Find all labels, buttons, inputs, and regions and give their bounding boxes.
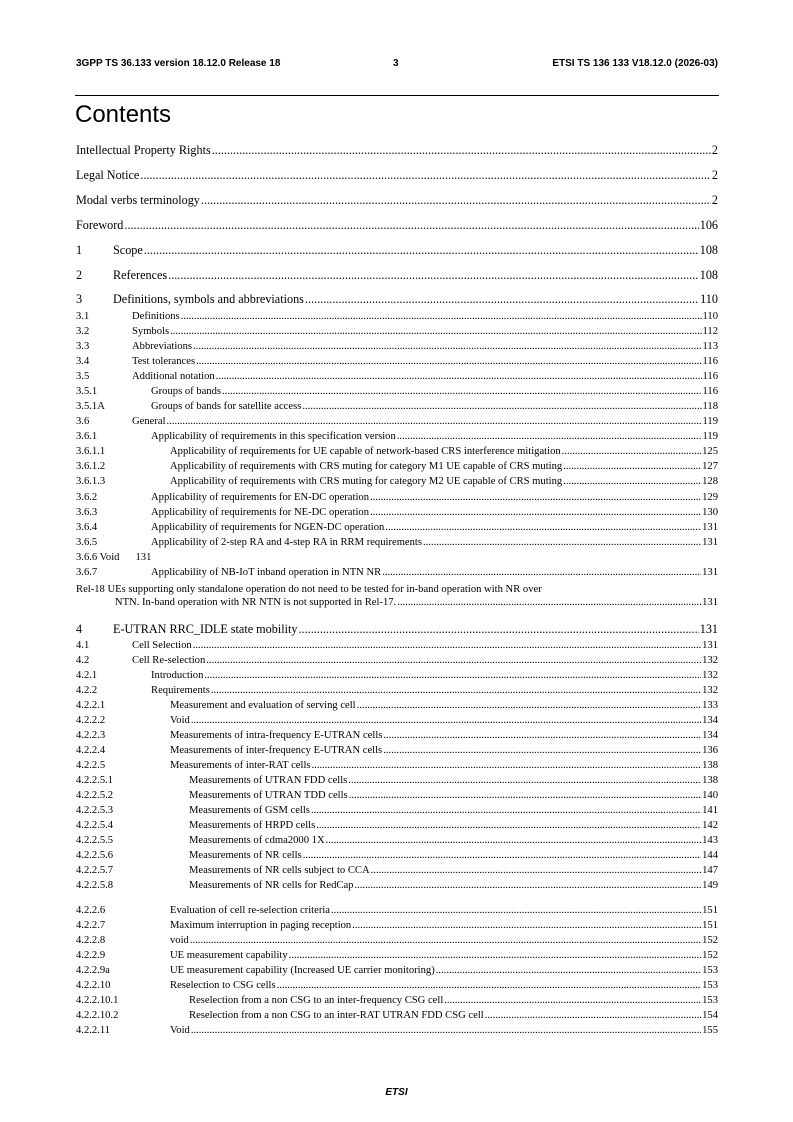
- toc-entry-page: 151: [702, 905, 718, 916]
- toc-entry-4-2-2-8[interactable]: [76, 934, 718, 947]
- toc-entry-title: void: [170, 935, 189, 946]
- toc-entry-page: 132: [702, 655, 718, 666]
- toc-entry-title: Introduction: [151, 670, 204, 681]
- toc-leader-dots: [206, 654, 701, 667]
- toc-entry-number: 4.2.2.11: [76, 1025, 111, 1036]
- toc-leader-dots: [348, 774, 701, 787]
- toc-entry-number: 4.2.2.5.3: [76, 805, 114, 816]
- toc-entry-3-6[interactable]: [76, 415, 718, 428]
- toc-entry-number: 4.2.2.5.5: [76, 835, 114, 846]
- toc-entry-4-1[interactable]: [76, 639, 718, 652]
- toc-leader-dots: [303, 849, 701, 862]
- toc-leader-dots: [563, 460, 701, 473]
- footer-etsi: ETSI: [385, 1087, 408, 1098]
- toc-leader-dots: [311, 804, 701, 817]
- toc-entry-4-2-2-5-7[interactable]: [76, 864, 718, 877]
- toc-entry-page: 149: [702, 880, 718, 891]
- toc-leader-dots: [305, 291, 699, 307]
- toc-leader-dots: [354, 879, 701, 892]
- toc-entry-title: UE measurement capability (Increased UE carrier monitoring): [170, 965, 435, 976]
- toc-leader-dots: [124, 217, 698, 233]
- toc-entry-3-6-1-3[interactable]: [76, 475, 718, 488]
- toc-entry-page: 2: [711, 168, 718, 182]
- toc-entry-title: General: [132, 416, 166, 427]
- toc-entry-number: 3.6: [76, 416, 90, 427]
- toc-entry-page: 138: [702, 760, 718, 771]
- toc-leader-dots: [485, 1009, 701, 1022]
- toc-entry-4-2-2-1[interactable]: [76, 699, 718, 712]
- toc-leader-dots: [370, 506, 701, 519]
- toc-entry-page: 153: [702, 980, 718, 991]
- toc-leader-dots: [216, 370, 702, 383]
- toc-entry-page: 108: [699, 268, 718, 282]
- toc-leader-dots: [204, 669, 701, 682]
- toc-entry-3[interactable]: [76, 291, 718, 307]
- toc-entry-4-2-2-5-3[interactable]: [76, 804, 718, 817]
- toc-entry-number: 3.6.2: [76, 492, 98, 503]
- toc-entry-title: Requirements: [151, 685, 210, 696]
- toc-entry-number: 4.2.2.9: [76, 950, 106, 961]
- toc-entry-title: Measurements of cdma2000 1X: [189, 835, 325, 846]
- toc-entry-title: Measurements of HRPD cells: [189, 820, 316, 831]
- toc-leader-dots: [168, 267, 699, 283]
- toc-entry-3-6-1-2[interactable]: [76, 460, 718, 473]
- toc-entry-rel18-note[interactable]: [76, 583, 718, 609]
- toc-leader-dots: [191, 714, 701, 727]
- toc-entry-3-5[interactable]: [76, 370, 718, 383]
- toc-entry-number: 4.2.2.2: [76, 715, 106, 726]
- toc-entry-page: 116: [702, 356, 718, 367]
- toc-entry-title: Intellectual Property Rights: [76, 143, 211, 157]
- toc-entry-number: 4.2.2.4: [76, 745, 106, 756]
- toc-entry-number: 4.2.2.8: [76, 935, 106, 946]
- toc-entry-page: 154: [702, 1010, 718, 1021]
- toc-leader-dots: [352, 919, 701, 932]
- toc-leader-dots: [423, 536, 701, 549]
- toc-entry-number: 4.2.2.9a: [76, 965, 110, 976]
- toc-entry-number: 3.2: [76, 326, 90, 337]
- toc-entry-title: Abbreviations: [132, 341, 193, 352]
- toc-entry-page: 134: [702, 715, 718, 726]
- toc-entry-number: 3.6.7: [76, 567, 98, 578]
- toc-entry-4-2-2-6[interactable]: [76, 904, 718, 917]
- toc-entry-3-3[interactable]: [76, 340, 718, 353]
- toc-leader-dots: [326, 834, 701, 847]
- toc-leader-dots: [436, 964, 701, 977]
- toc-entry-number: 4.2.2.5.6: [76, 850, 114, 861]
- toc-entry-number: 4.2.1: [76, 670, 98, 681]
- toc-leader-dots: [193, 639, 701, 652]
- toc-entry-page: 131: [702, 567, 718, 578]
- toc-entry-title: Measurements of NR cells subject to CCA: [189, 865, 370, 876]
- toc-entry-page: 2: [711, 193, 718, 207]
- toc-entry-number: 3.4: [76, 356, 90, 367]
- toc-entry-page: 116: [702, 386, 718, 397]
- toc-leader-dots: [397, 596, 701, 609]
- toc-entry-3-6-3[interactable]: [76, 506, 718, 519]
- toc-entry-page: 131: [699, 622, 718, 636]
- toc-entry-title: Measurements of inter-frequency E-UTRAN cells: [170, 745, 383, 756]
- toc-entry-page: 136: [702, 745, 718, 756]
- toc-entry-page: 140: [702, 790, 718, 801]
- toc-entry-title: Applicability of requirements in this specification version: [151, 431, 396, 442]
- toc-entry-title: Groups of bands: [151, 386, 222, 397]
- toc-entry-number: 4.2.2.1: [76, 700, 106, 711]
- toc-entry-3-6-7[interactable]: [76, 566, 718, 579]
- toc-leader-dots: [382, 566, 701, 579]
- toc-entry-3-6-5[interactable]: [76, 536, 718, 549]
- toc-entry-legal-notice[interactable]: [76, 167, 718, 183]
- toc-leader-dots: [371, 864, 701, 877]
- toc-entry-number: 3.6.1.3: [76, 476, 106, 487]
- toc-entry-4-2-2-5-2[interactable]: [76, 789, 718, 802]
- toc-entry-title: Reselection from a non CSG to an inter-RAT UTRAN FDD CSG cell: [189, 1010, 484, 1021]
- toc-entry-2[interactable]: [76, 267, 718, 283]
- toc-leader-dots: [212, 142, 711, 158]
- toc-leader-dots: [397, 430, 702, 443]
- toc-entry-number: 4.2.2.5: [76, 760, 106, 771]
- toc-entry-4-2-2-5-1[interactable]: [76, 774, 718, 787]
- toc-entry-page: 142: [702, 820, 718, 831]
- toc-entry-title: Cell Re-selection: [132, 655, 206, 666]
- toc-leader-dots: [316, 819, 701, 832]
- toc-entry-3-5-1a[interactable]: [76, 400, 718, 413]
- toc-entry-number: 4.2.2.6: [76, 905, 106, 916]
- toc-entry-number: 3.5.1: [76, 386, 98, 397]
- toc-entry-title: Symbols: [132, 326, 170, 337]
- toc-entry-number: 3.5: [76, 371, 90, 382]
- toc-entry-page: 119: [702, 431, 718, 442]
- toc-entry-3-5-1[interactable]: [76, 385, 718, 398]
- toc-leader-dots: [211, 684, 701, 697]
- toc-entry-number: 4.2.2.10.2: [76, 1010, 119, 1021]
- toc-entry-title: Reselection from a non CSG to an inter-frequency CSG cell: [189, 995, 444, 1006]
- toc-entry-number: 4.2.2.5.8: [76, 880, 114, 891]
- toc-entry-number: 4: [76, 622, 83, 636]
- toc-entry-title: Test tolerances: [132, 356, 196, 367]
- toc-entry-number: 4.2.2.7: [76, 920, 106, 931]
- toc-entry-4-2-2-10-2[interactable]: [76, 1009, 718, 1022]
- toc-entry-number: 3.5.1A: [76, 401, 105, 412]
- toc-leader-dots: [193, 340, 701, 353]
- toc-entry-number: 2: [76, 268, 83, 282]
- toc-entry-title: Additional notation: [132, 371, 215, 382]
- toc-entry-title: Groups of bands for satellite access: [151, 401, 302, 412]
- toc-leader-dots: [385, 521, 701, 534]
- toc-entry-4-2-2-5-8[interactable]: [76, 879, 718, 892]
- toc-entry-title: Applicability of requirements for NGEN-DC operation: [151, 522, 385, 533]
- toc-entry-number: 4.2.2.5.2: [76, 790, 114, 801]
- toc-entry-page: 118: [702, 401, 718, 412]
- toc-leader-dots: [312, 759, 702, 772]
- toc-entry-page: 131: [702, 537, 718, 548]
- toc-entry-text-continued: NTN. In-band operation with NR NTN is not supported in Rel-17.: [114, 597, 397, 608]
- toc-entry-number: 3.6.1.2: [76, 461, 106, 472]
- toc-entry-4-2-2-3[interactable]: [76, 729, 718, 742]
- toc-entry-4-2-2-5-5[interactable]: [76, 834, 718, 847]
- toc-entry-number: 3.1: [76, 311, 90, 322]
- toc-entry-3-6-6-void[interactable]: [76, 551, 718, 564]
- toc-entry-title: Applicability of requirements for UE capable of network-based CRS interference mitigation: [170, 446, 561, 457]
- toc-entry-page: 152: [702, 950, 718, 961]
- toc-leader-dots: [444, 994, 701, 1007]
- toc-entry-title: UE measurement capability: [170, 950, 288, 961]
- toc-entry-page: 129: [702, 492, 718, 503]
- toc-entry-number: 4.2.2.3: [76, 730, 106, 741]
- toc-entry-page: 127: [702, 461, 718, 472]
- toc-leader-dots: [167, 415, 702, 428]
- toc-entry-page: 116: [702, 371, 718, 382]
- toc-entry-title: Cell Selection: [132, 640, 192, 651]
- toc-leader-dots: [370, 491, 701, 504]
- toc-leader-dots: [563, 475, 701, 488]
- toc-entry-title: Scope: [113, 243, 143, 257]
- toc-entry-4-2-1[interactable]: [76, 669, 718, 682]
- toc-entry-3-6-2[interactable]: [76, 491, 718, 504]
- toc-entry-page: 133: [702, 700, 718, 711]
- toc-entry-page: 131: [702, 640, 718, 651]
- toc-leader-dots: [562, 445, 701, 458]
- toc-leader-dots: [302, 400, 701, 413]
- toc-entry-title: Definitions: [132, 311, 180, 322]
- toc-entry-number: 3.6.3: [76, 507, 98, 518]
- toc-leader-dots: [331, 904, 701, 917]
- toc-leader-dots: [196, 355, 701, 368]
- toc-entry-title: Reselection to CSG cells: [170, 980, 276, 991]
- toc-entry-page: 143: [702, 835, 718, 846]
- toc-entry-number: 3.6.1: [76, 431, 98, 442]
- toc-entry-number: 4.2: [76, 655, 90, 666]
- toc-entry-title: Measurements of NR cells for RedCap: [189, 880, 354, 891]
- toc-entry-title: Void: [170, 715, 190, 726]
- toc-entry-4-2-2-9a[interactable]: [76, 964, 718, 977]
- toc-entry-title: Applicability of requirements with CRS muting for category M2 UE capable of CRS muting: [170, 476, 563, 487]
- toc-entry-page: 144: [702, 850, 718, 861]
- toc-entry-4-2[interactable]: [76, 654, 718, 667]
- toc-entry-title: Applicability of 2-step RA and 4-step RA in RRM requirements: [151, 537, 422, 548]
- toc-entry-page: 108: [699, 243, 718, 257]
- toc-entry-page: 153: [702, 965, 718, 976]
- toc-entry-title: 131: [135, 552, 152, 563]
- toc-entry-page: 134: [702, 730, 718, 741]
- toc-entry-page: 151: [702, 920, 718, 931]
- toc-entry-title: E-UTRAN RRC_IDLE state mobility: [113, 622, 298, 636]
- toc-entry-page: 128: [702, 476, 718, 487]
- toc-leader-dots: [144, 242, 699, 258]
- toc-entry-title: Maximum interruption in paging reception: [170, 920, 352, 931]
- toc-entry-4-2-2-4[interactable]: [76, 744, 718, 757]
- toc-entry-number: 4.2.2.5.1: [76, 775, 114, 786]
- toc-entry-title: Measurements of UTRAN TDD cells: [189, 790, 348, 801]
- toc-leader-dots: [277, 979, 701, 992]
- toc-entry-title: Measurements of UTRAN FDD cells: [189, 775, 348, 786]
- toc-entry-3-6-1-1[interactable]: [76, 445, 718, 458]
- header-spec-version: 3GPP TS 36.133 version 18.12.0 Release 18: [76, 58, 281, 69]
- toc-entry-number: 3.6.5: [76, 537, 98, 548]
- header-page-number: 3: [393, 58, 399, 69]
- toc-entry-number: 4.2.2: [76, 685, 98, 696]
- toc-entry-title: Applicability of requirements for NE-DC operation: [151, 507, 369, 518]
- toc-entry-page: 110: [702, 311, 718, 322]
- toc-entry-number: 4.2.2.5.7: [76, 865, 114, 876]
- toc-entry-3-2[interactable]: [76, 325, 718, 338]
- toc-entry-title: Void: [170, 1025, 190, 1036]
- toc-entry-1[interactable]: [76, 242, 718, 258]
- toc-entry-number: 4.2.2.10: [76, 980, 111, 991]
- toc-entry-title: Applicability of requirements with CRS muting for category M1 UE capable of CRS muting: [170, 461, 563, 472]
- toc-entry-page: 138: [702, 775, 718, 786]
- toc-entry-page: 131: [702, 597, 718, 608]
- toc-entry-3-4[interactable]: [76, 355, 718, 368]
- toc-entry-4-2-2-7[interactable]: [76, 919, 718, 932]
- toc-entry-number: 3.6.4: [76, 522, 98, 533]
- toc-entry-title: Foreword: [76, 218, 124, 232]
- toc-leader-dots: [201, 192, 711, 208]
- toc-entry-number: 3: [76, 292, 83, 306]
- toc-entry-page: 155: [702, 1025, 718, 1036]
- toc-entry-page: 130: [702, 507, 718, 518]
- toc-entry-page: 112: [702, 326, 718, 337]
- toc-leader-dots: [289, 949, 701, 962]
- toc-entry-title: Measurements of inter-RAT cells: [170, 760, 311, 771]
- toc-entry-4[interactable]: [76, 621, 718, 637]
- toc-entry-page: 110: [700, 292, 718, 306]
- toc-leader-dots: [299, 621, 699, 637]
- toc-entry-page: 153: [702, 995, 718, 1006]
- toc-entry-3-1[interactable]: [76, 310, 718, 323]
- toc-entry-page: 125: [702, 446, 718, 457]
- header-etsi-reference: ETSI TS 136 133 V18.12.0 (2026-03): [552, 58, 718, 69]
- toc-leader-dots: [357, 699, 701, 712]
- toc-entry-page: 131: [702, 522, 718, 533]
- toc-entry-3-6-4[interactable]: [76, 521, 718, 534]
- toc-entry-4-2-2-10-1[interactable]: [76, 994, 718, 1007]
- toc-entry-title: Definitions, symbols and abbreviations: [113, 292, 304, 306]
- toc-leader-dots: [222, 385, 701, 398]
- toc-entry-foreword[interactable]: [76, 217, 718, 233]
- toc-entry-4-2-2-5[interactable]: [76, 759, 718, 772]
- toc-entry-text: Rel-18 UEs supporting only standalone operation do not need to be tested for in-band operation with NR over: [76, 584, 542, 595]
- toc-entry-page: 113: [702, 341, 718, 352]
- toc-entry-number: 4.2.2.10.1: [76, 995, 119, 1006]
- toc-entry-4-2-2-5-4[interactable]: [76, 819, 718, 832]
- toc-entry-title: Measurements of intra-frequency E-UTRAN cells: [170, 730, 383, 741]
- toc-entry-4-2-2-11[interactable]: [76, 1024, 718, 1037]
- toc-entry-number: 3.3: [76, 341, 90, 352]
- toc-entry-number: 3.6.1.1: [76, 446, 106, 457]
- toc-entry-title: Legal Notice: [76, 168, 140, 182]
- header-rule: [75, 95, 719, 96]
- toc-entry-page: 132: [702, 670, 718, 681]
- toc-entry-page: 106: [699, 218, 718, 232]
- toc-leader-dots: [181, 310, 702, 323]
- toc-entry-title: Applicability of requirements for EN-DC operation: [151, 492, 369, 503]
- toc-entry-intellectual-property-rights[interactable]: [76, 142, 718, 158]
- toc-entry-title: Modal verbs terminology: [76, 193, 200, 207]
- toc-entry-number: 4.2.2.5.4: [76, 820, 114, 831]
- toc-entry-title: Measurements of NR cells: [189, 850, 302, 861]
- toc-entry-modal-verbs-terminology[interactable]: [76, 192, 718, 208]
- toc-entry-4-2-2-5-6[interactable]: [76, 849, 718, 862]
- toc-leader-dots: [349, 789, 701, 802]
- toc-leader-dots: [191, 1024, 701, 1037]
- toc-entry-4-2-2[interactable]: [76, 684, 718, 697]
- toc-leader-dots: [383, 729, 701, 742]
- toc-entry-title: Applicability of NB-IoT inband operation in NTN NR: [151, 567, 382, 578]
- toc-leader-dots: [383, 744, 701, 757]
- toc-entry-title: Measurement and evaluation of serving cell: [170, 700, 356, 711]
- page-title: Contents: [75, 101, 172, 128]
- toc-leader-dots: [140, 167, 711, 183]
- toc-entry-4-2-2-10[interactable]: [76, 979, 718, 992]
- toc-leader-dots: [190, 934, 701, 947]
- toc-entry-3-6-1[interactable]: [76, 430, 718, 443]
- toc-entry-4-2-2-2[interactable]: [76, 714, 718, 727]
- toc-entry-page: 119: [702, 416, 718, 427]
- toc-entry-page: 132: [702, 685, 718, 696]
- toc-entry-page: 141: [702, 805, 718, 816]
- toc-entry-number: 3.6.6 Void: [76, 552, 120, 563]
- toc-entry-4-2-2-9[interactable]: [76, 949, 718, 962]
- toc-entry-title: Evaluation of cell re-selection criteria: [170, 905, 331, 916]
- toc-entry-title: References: [113, 268, 168, 282]
- toc-entry-page: 147: [702, 865, 718, 876]
- toc-entry-number: 4.1: [76, 640, 90, 651]
- toc-entry-title: Measurements of GSM cells: [189, 805, 310, 816]
- toc-entry-page: 152: [702, 935, 718, 946]
- toc-entry-page: 2: [711, 143, 718, 157]
- toc-entry-number: 1: [76, 243, 83, 257]
- toc-leader-dots: [170, 325, 701, 338]
